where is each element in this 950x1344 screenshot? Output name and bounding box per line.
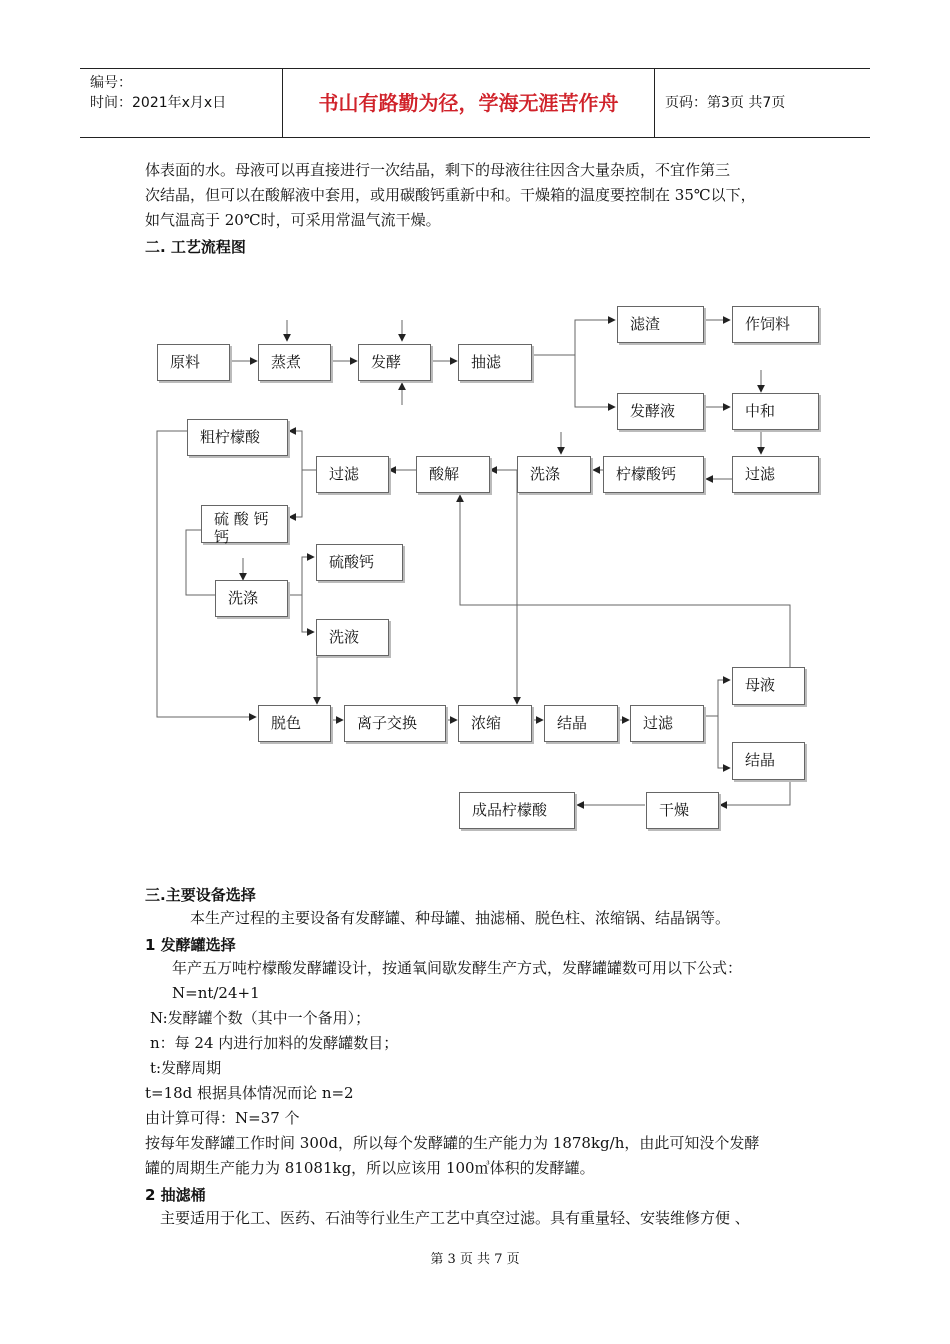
section-3-text: 本生产过程的主要设备有发酵罐、种母罐、抽滤桶、脱色柱、浓缩锅、结晶锅等。 <box>190 909 731 927</box>
box-wash-1: 洗涤 <box>517 456 591 493</box>
arrow <box>718 716 730 768</box>
box-dry: 干燥 <box>646 792 719 829</box>
box-acidolysis: 酸解 <box>416 456 490 493</box>
section-2-title: 二. 工艺流程图 <box>145 238 246 256</box>
box-ferment: 发酵 <box>358 344 431 381</box>
subsection-1-title: 1 发酵罐选择 <box>145 936 236 954</box>
box-residue: 滤渣 <box>617 306 704 343</box>
sub1-line: N:发酵罐个数（其中一个备用）； <box>150 1009 371 1027</box>
box-filter-3: 过滤 <box>630 705 704 742</box>
arrow <box>289 431 316 470</box>
box-wash-2: 洗涤 <box>215 580 288 617</box>
arrow <box>575 355 615 407</box>
sub1-line: 由计算可得：N=37 个 <box>145 1109 300 1127</box>
box-crystallize-1: 结晶 <box>544 705 618 742</box>
box-suction-filter: 抽滤 <box>458 344 532 381</box>
page-footer: 第 3 页 共 7 页 <box>430 1252 520 1267</box>
box-crude-citric-acid: 粗柠檬酸 <box>187 419 288 456</box>
sub1-line: n：每 24 内进行加料的发酵罐数目； <box>150 1034 399 1052</box>
box-filter-1: 过滤 <box>732 456 819 493</box>
box-feed: 作饲料 <box>732 306 819 343</box>
arrow <box>704 680 730 716</box>
arrow <box>317 657 330 704</box>
sub1-line: 罐的周期生产能力为 81081kg，所以应该用 100㎥体积的发酵罐。 <box>145 1159 595 1177</box>
box-decolor: 脱色 <box>258 705 331 742</box>
header-motto: 书山有路勤为径，学海无涯苦作舟 <box>283 69 655 137</box>
box-calcium-sulfate-b: 硫酸钙 <box>316 544 403 581</box>
arrow <box>532 320 615 355</box>
intro-line: 如气温高于 20℃时，可采用常温气流干燥。 <box>145 211 441 229</box>
box-neutralize: 中和 <box>732 393 819 430</box>
arrow <box>720 780 790 805</box>
arrow <box>289 470 302 517</box>
box-steam: 蒸煮 <box>258 344 331 381</box>
box-filter-2: 过滤 <box>316 456 389 493</box>
box-crystallize-2: 结晶 <box>732 742 805 780</box>
arrow <box>460 495 790 667</box>
sub1-line: 年产五万吨柠檬酸发酵罐设计，按通氧间歇发酵生产方式，发酵罐罐数可用以下公式： <box>172 959 743 977</box>
box-broth: 发酵液 <box>617 393 704 430</box>
box-mother-liquor: 母液 <box>732 667 805 705</box>
arrow <box>302 595 314 632</box>
sub1-line: t=18d 根据具体情况而论 n=2 <box>145 1084 354 1102</box>
sub2-text: 主要适用于化工、医药、石油等行业生产工艺中真空过滤。具有重量轻、安装维修方便 、 <box>160 1209 750 1227</box>
box-wash-liquid: 洗液 <box>316 619 389 656</box>
arrow <box>288 557 314 595</box>
box-product: 成品柠檬酸 <box>459 792 575 829</box>
intro-line: 体表面的水。母液可以再直接进行一次结晶，剩下的母液往往因含大量杂质，不宜作第三 <box>145 161 731 179</box>
arrow <box>157 431 256 717</box>
sub1-line: 按每年发酵罐工作时间 300d，所以每个发酵罐的生产能力为 1878kg/h，由此可知没个发酵 <box>145 1134 760 1152</box>
number-label: 编号： <box>90 75 132 91</box>
box-raw-material: 原料 <box>157 344 230 381</box>
box-ion-exchange: 离子交换 <box>344 705 446 742</box>
subsection-2-title: 2 抽滤桶 <box>145 1186 206 1204</box>
date-label: 时间：2021年x月x日 <box>90 95 227 111</box>
sub1-line: t:发酵周期 <box>150 1059 222 1077</box>
box-calcium-citrate: 柠檬酸钙 <box>603 456 704 493</box>
box-concentrate: 浓缩 <box>458 705 532 742</box>
box-calcium-sulfate-a: 硫 酸 钙 钙 <box>201 505 288 543</box>
section-3-title: 三.主要设备选择 <box>145 886 256 904</box>
header-page: 页码：第3页 共7页 <box>665 95 786 111</box>
intro-line: 次结晶，但可以在酸解液中套用，或用碳酸钙重新中和。干燥箱的温度要控制在 35℃以下， <box>145 186 756 204</box>
sub1-line: N=nt/24+1 <box>172 984 260 1002</box>
